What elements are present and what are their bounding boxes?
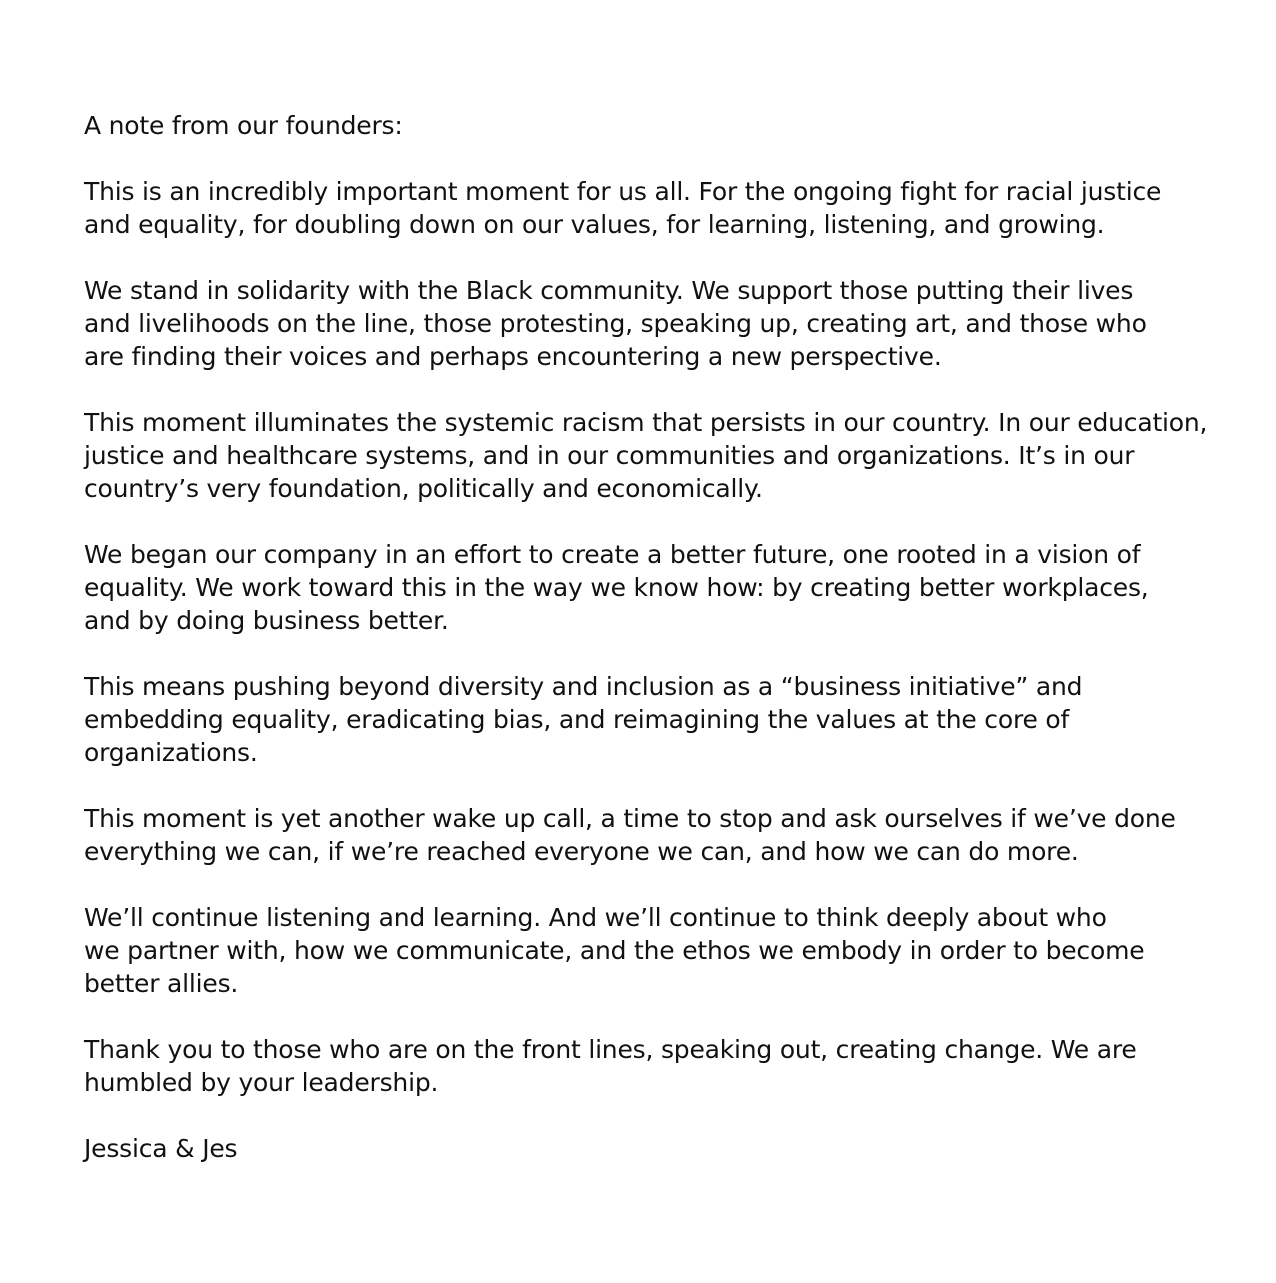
letter-paragraph-4 <box>84 538 1204 637</box>
letter-line: humbled by your leadership. <box>84 1068 439 1097</box>
letter-line: country’s very foundation, politically and economically. <box>84 474 763 503</box>
letter-paragraph-8 <box>84 1033 1204 1099</box>
letter-line: We stand in solidarity with the Black community. We support those putting their lives <box>84 276 1134 305</box>
letter-line: are finding their voices and perhaps encountering a new perspective. <box>84 342 942 371</box>
letter-line: Thank you to those who are on the front lines, speaking out, creating change. We are <box>84 1035 1137 1064</box>
letter-paragraph-1 <box>84 175 1204 241</box>
letter-line: justice and healthcare systems, and in our communities and organizations. It’s in our <box>84 441 1135 470</box>
letter-line: This is an incredibly important moment for us all. For the ongoing fight for racial justice <box>84 177 1162 206</box>
letter-line: everything we can, if we’re reached everyone we can, and how we can do more. <box>84 837 1079 866</box>
letter-paragraph-7 <box>84 901 1204 1000</box>
letter-line: embedding equality, eradicating bias, and reimagining the values at the core of <box>84 705 1070 734</box>
letter-line: We began our company in an effort to create a better future, one rooted in a vision of <box>84 540 1141 569</box>
letter-line: organizations. <box>84 738 258 767</box>
letter-line: and livelihoods on the line, those protesting, speaking up, creating art, and those who <box>84 309 1147 338</box>
letter-greeting: A note from our founders: <box>84 111 403 140</box>
letter-paragraph-2 <box>84 274 1204 373</box>
letter-line: and by doing business better. <box>84 606 449 635</box>
letter-line: This moment is yet another wake up call, a time to stop and ask ourselves if we’ve done <box>84 804 1176 833</box>
letter-line: we partner with, how we communicate, and the ethos we embody in order to become <box>84 936 1145 965</box>
founders-letter <box>84 109 1208 1165</box>
letter-line: equality. We work toward this in the way we know how: by creating better workplaces, <box>84 573 1149 602</box>
letter-paragraph-6 <box>84 802 1204 868</box>
letter-line: and equality, for doubling down on our values, for learning, listening, and growing. <box>84 210 1105 239</box>
letter-line: better allies. <box>84 969 239 998</box>
letter-line: This moment illuminates the systemic racism that persists in our country. In our education, <box>84 408 1208 437</box>
letter-paragraph-5 <box>84 670 1204 769</box>
letter-paragraph-3 <box>84 406 1208 505</box>
letter-line: This means pushing beyond diversity and inclusion as a “business initiative” and <box>84 672 1083 701</box>
letter-line: We’ll continue listening and learning. And we’ll continue to think deeply about who <box>84 903 1107 932</box>
letter-signature: Jessica & Jes <box>84 1134 238 1163</box>
